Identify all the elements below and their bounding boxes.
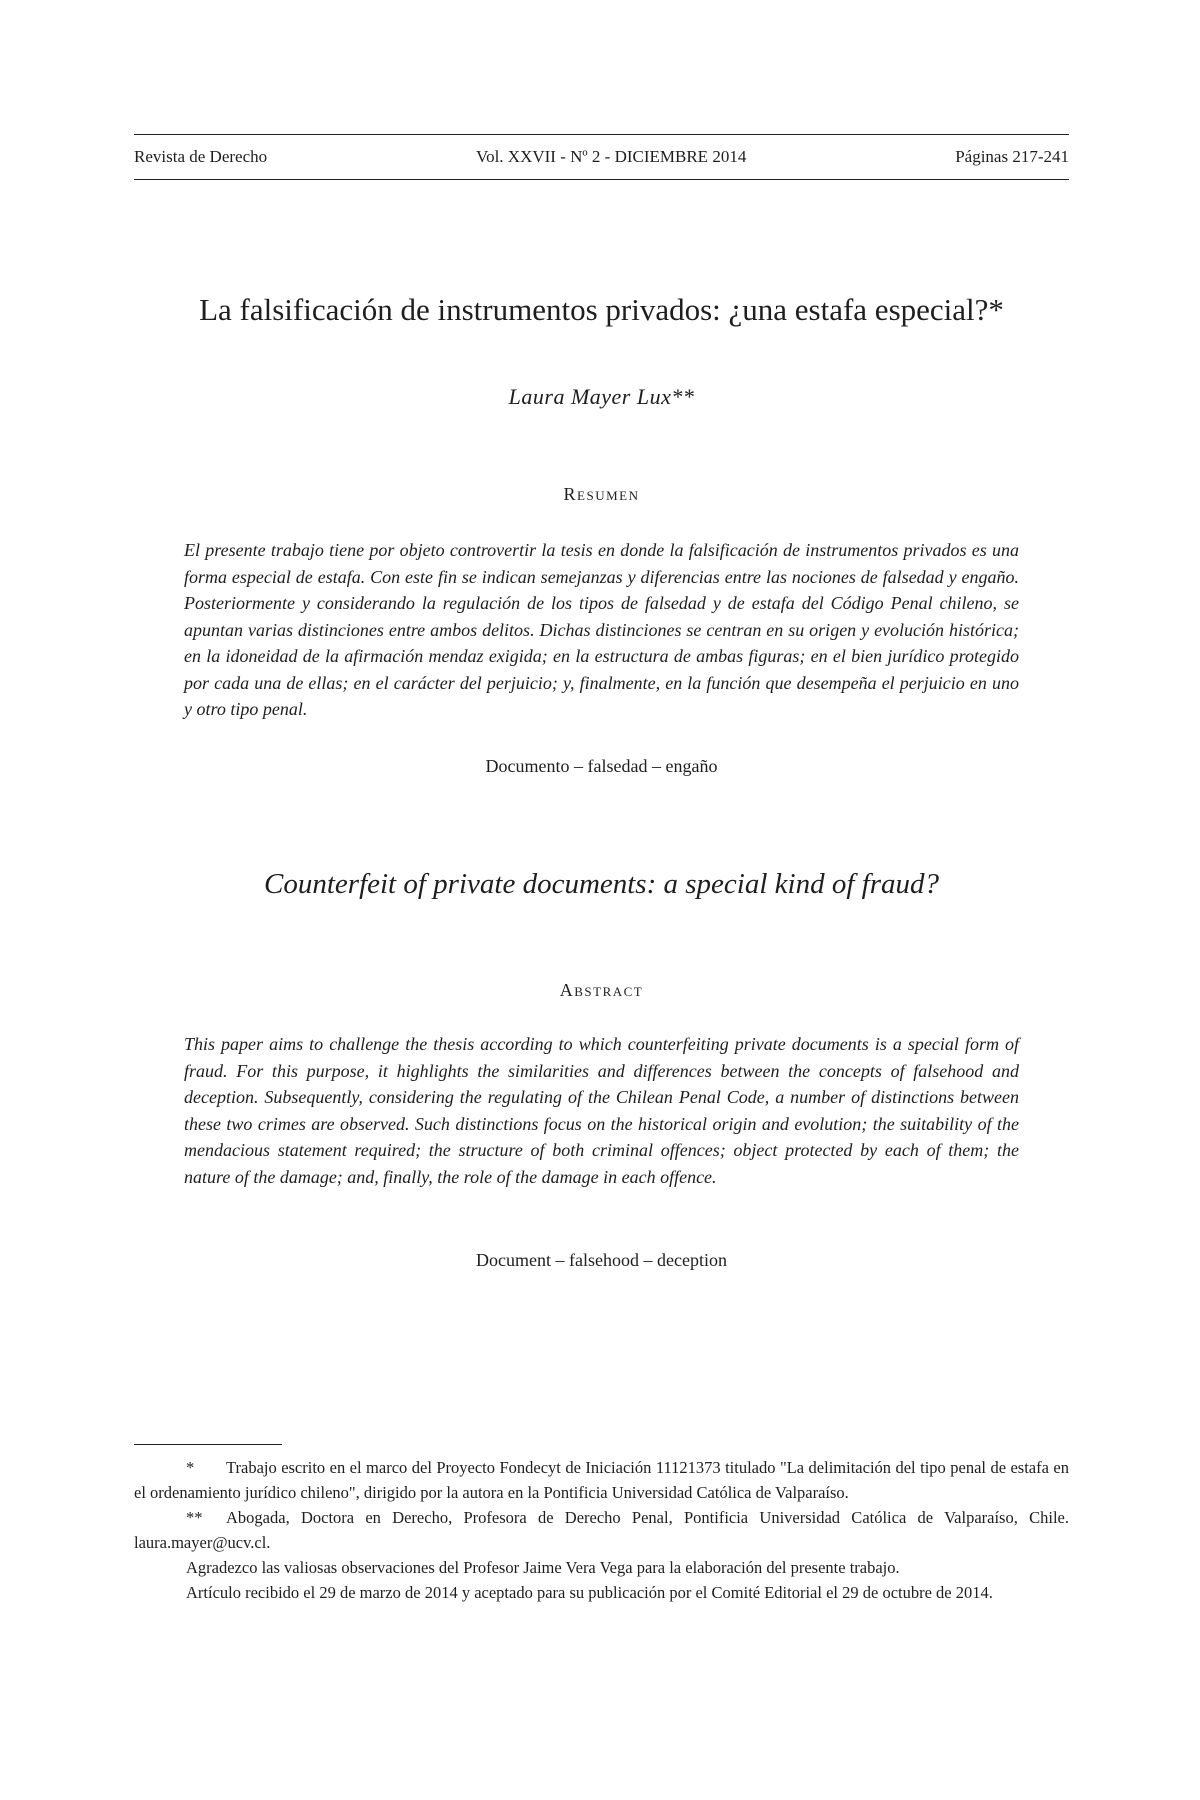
author-name: Laura Mayer Lux** — [508, 384, 695, 409]
issue-info: Vol. XXVII - Nº 2 - DICIEMBRE 2014 — [475, 147, 747, 166]
resumen-text: El presente trabajo tiene por objeto controvertir la tesis en donde la falsificación de instrumentos privados es una forma especial de estafa. Con este fin se indican semejanzas y diferencias entre las nociones de falsedad y engaño. Posteriormente y considerando la regulación de los tipos de falsedad y de estafa del Código Penal chileno, se apuntan varias distinciones entre ambos delitos. Dichas distinciones se centran en su origen y evolución histórica; en la idoneidad de la afirmación mendaz exigida; en la estructura de ambas figuras; en el bien jurídico protegido por cada una de ellas; en el carácter del perjuicio; y, finalmente, en la función que desempeña el perjuicio en uno y otro tipo penal. — [184, 540, 1019, 719]
abstract-heading: Abstract — [559, 980, 644, 1000]
article-title: La falsificación de instrumentos privados: ¿una estafa especial?* — [199, 292, 1004, 327]
footnote-1 — [134, 1455, 1069, 1505]
resumen-heading: Resumen — [563, 484, 640, 504]
journal-name: Revista de Derecho — [134, 147, 268, 166]
running-header — [134, 134, 1069, 180]
footnote-divider — [134, 1444, 282, 1445]
resumen-keywords: Documento – falsedad – engaño — [485, 756, 718, 776]
page-range: Páginas 217-241 — [955, 147, 1069, 166]
footnote-2-mark: ** — [186, 1508, 203, 1527]
footnotes — [134, 1455, 1069, 1605]
english-title: Counterfeit of private documents: a special kind of fraud? — [264, 868, 939, 900]
footnote-1-mark: * — [186, 1458, 195, 1477]
footnote-2 — [134, 1505, 1069, 1555]
abstract-text: This paper aims to challenge the thesis according to which counterfeiting private documents is a special form of fraud. For this purpose, it highlights the similarities and differences between the concepts of falsehood and deception. Subsequently, considering the regulating of the Chilean Penal Code, a number of distinctions between these two crimes are observed. Such distinctions focus on the historical origin and evolution; the suitability of the mendacious statement required; the structure of both criminal offences; object protected by each of them; the nature of the damage; and, finally, the role of the damage in each offence. — [184, 1034, 1019, 1187]
received-date-note: Artículo recibido el 29 de marzo de 2014 y aceptado para su publicación por el Comité Editorial el 29 de octubre de 2014. — [186, 1583, 993, 1602]
abstract-keywords: Document – falsehood – deception — [476, 1250, 727, 1270]
footnote-2-text: Abogada, Doctora en Derecho, Profesora de Derecho Penal, Pontificia Universidad Católica de Valparaíso, Chile. laura.mayer@ucv.cl. — [134, 1508, 1069, 1552]
footnote-1-text: Trabajo escrito en el marco del Proyecto Fondecyt de Iniciación 11121373 titulado "La delimitación del tipo penal de estafa en el ordenamiento jurídico chileno", dirigido por la autora en la Pontificia Universidad Católica de Valparaíso. — [134, 1458, 1069, 1502]
acknowledgement: Agradezco las valiosas observaciones del Profesor Jaime Vera Vega para la elaboración del presente trabajo. — [186, 1558, 900, 1577]
